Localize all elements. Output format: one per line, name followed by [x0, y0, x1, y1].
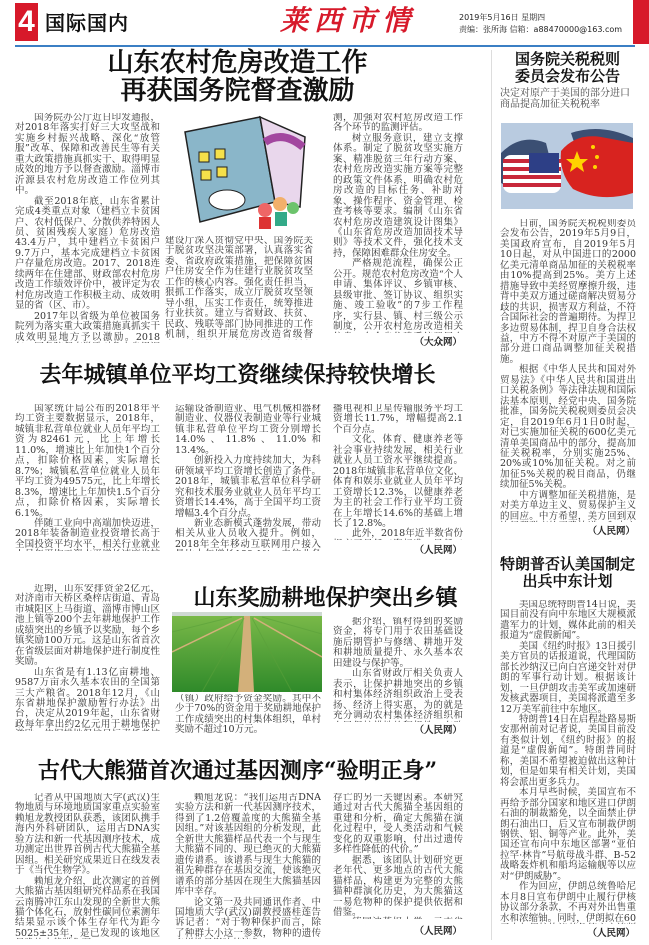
paragraph: 作为回应，伊朗总统鲁哈尼本月8日宣布伊朗中止履行伊核协议部分条款，不再对外出售重水和浓缩铀。同时，伊朗拟在60	[500, 881, 636, 924]
article-1-column-3	[333, 113, 463, 333]
us-china-fist-flags-photo	[501, 123, 633, 209]
article-1-source: （大众网）	[414, 337, 462, 348]
sidebar-2-body	[500, 600, 636, 924]
paragraph: 伴随工业向中高端加快迈进，2018年装备制造业投资增长高于全国投资平均水平，相关行业就业	[15, 517, 160, 550]
article-2-column-3	[333, 404, 463, 540]
paragraph: （镇）政府给予资金奖励。其中不少于70%的资金用于奖励耕地保护工作成绩突出的村集体组织，单村奖励不超过10万元。	[175, 694, 321, 736]
paragraph: 新业态新模式蓬勃发展，带动相关从业人员收入提升。例如，2018年全年移动互联网用户接入	[175, 517, 321, 550]
paragraph: 播电视和卫星传输服务平均工资增长11.7%，增幅提高2.1个百分点。	[333, 404, 463, 435]
paragraph	[333, 918, 463, 919]
article-2-column-2	[175, 404, 321, 551]
header-divider	[15, 45, 635, 47]
article-3-column-2	[175, 694, 321, 736]
paragraph: 此外，2018年近半数省份	[352, 528, 463, 540]
sidebar-2-headline	[500, 556, 635, 590]
paragraph: 论文第一及共同通讯作者、中国地质大学(武汉)副教授盛桂莲告诉记者：“对于物种保护而言，除了种群大小这一参数，物种的遗传	[175, 896, 321, 939]
paragraph: 中方调整加征关税措施，是对美方单边主义、贸易保护主义的回应。中方希望，美方回到双	[500, 489, 636, 522]
newspaper-logo: 莱西市情	[280, 4, 417, 37]
paragraph: 建设厅深入贯彻党中央、国务院关于脱贫攻坚决策部署，认真落实省委、省政府政策措施，把保障贫困户住房安全作为住建行业脱贫攻坚工作的核心内容。强化责任担当，狠抓工作落实，成立厅脱贫攻坚领导小组，压实工作责任，统筹推进行业扶贫。建立与省财政、扶贫、民政、残联等部门协同推进的工作机制，组织开展危房改造省级督	[165, 236, 313, 340]
headline-line: 委员会发布公告	[514, 67, 620, 85]
article-4-column-1	[15, 793, 160, 939]
editor-contact: 责编：张所海 信箱：a88470000@163.com	[459, 25, 623, 34]
headline-line: 出兵中东计划	[522, 572, 613, 590]
paragraph: 山东省财政厅相关负责人表示，让保护耕地突出的乡镇和村集体经济组织政治上受表扬、经济上得实惠，为的就是充分调动农村集体经济组织和	[333, 668, 463, 722]
article-3-column-1	[15, 584, 160, 731]
paragraph: 赖旭龙介绍，此次测定的首例大熊猫古基因组研究样品系在我国云南腾冲江东山发现的全新世大熊猫个体化石，放射性碳同位素测年结果显示该个体生存年代为距今5025±35年，是已发现的该地区	[15, 875, 160, 939]
article-1-column-2	[165, 236, 313, 340]
paragraph: 赖旭龙说：“我们运用古DNA实验方法和新一代基因测序技术，得到了1.2倍覆盖度的大熊猫全基因组。”对该基因组的分析发现，此全新世大熊猫样品代表一个与现生大熊猫不同的、现已绝灭的大熊猫遗传谱系。该谱系与现生大熊猫的祖先种群存在基因交流，使该绝灭谱系的部分基因在现生大熊猫基因库中幸存。	[175, 793, 321, 898]
paragraph: 2017年以省级为单位被国务院列为落实重大政策措施真抓实干成效明显地方予以激励。2018	[15, 310, 160, 343]
article-4-headline: 古代大熊猫首次通过基因测序“验明正身”	[37, 758, 438, 784]
paragraph: 美国《纽约时报》13日援引美方官员的话报道说，代理国防部长沙纳汉已向白宫递交针对伊朗的军事行动计划。根据该计划，一旦伊朗攻击美军或加速研发核武器项目，美国将派遣至多12万美军前往中东地区。	[500, 640, 636, 715]
section-title: 国际国内	[45, 11, 129, 35]
paragraph: 树立服务意识，建立支撑体系。制定了脱贫攻坚实施方案、精准脱贫三年行动方案、农村危房改造实施方案等完整的政策文件体系，明确农村危房改造的目标任务、补助对象、操作程序、资金管理、检查考核等要求。编制《山东省农村危房改造建筑设计图集》《山东省危房改造加固技术导则》等技术文件，强化技术支持，保障困难群众住房安全。	[333, 132, 463, 259]
article-2-column-1	[15, 404, 160, 551]
paragraph: 日前，国务院关税税则委员会发布公告，2019年5月9日，美国政府宣布，自2019年5月10日起，对从中国进口的2000亿美元清单商品加征的关税税率由10%提高到25%。美方上述措施导致中美经贸摩擦升级，违背中美双方通过磋商解决贸易分歧的共识，损害双方利益，不符合国际社会的普遍期待。为捍卫多边贸易体制，捍卫自身合法权益，中方不得不对原产于美国的部分进口商品调整加征关税措施。	[500, 219, 636, 365]
article-2-headline: 去年城镇单位平均工资继续保持较快增长	[39, 362, 436, 388]
article-4-column-3	[333, 793, 463, 919]
column-divider	[491, 50, 492, 940]
paragraph: 严格规范流程，确保公正公开。规范农村危房改造“个人申请、集体评议、乡镇审核、县级审批、签订协议、组织实施、竣工验收”的7步工作程序，实行县、镇、村三级公示制度，公开农村危房改造相关	[333, 258, 463, 333]
page-number: 4	[15, 3, 38, 41]
paragraph: 美国总统特朗普14日说，美国目前没有向中东地区大规模派遣军力的计划，媒体此前的相关报道为“虚假新闻”。	[500, 600, 636, 642]
green-farmland-photo	[172, 612, 322, 692]
article-3-headline: 山东奖励耕地保护突出乡镇	[193, 585, 458, 611]
sidebar-1-subtitle: 决定对原产于美国的部分进口商品提高加征关税税率	[500, 88, 630, 110]
article-3-source: （人民网）	[414, 725, 462, 736]
paragraph: 运输设备制造业、电气机械和器材制造业、仪器仪表制造业等行业城镇非私营单位平均工资分别增长14.0%、11.8%、11.0%和13.4%。	[175, 404, 321, 456]
paragraph: 据悉，该团队计划研究更老年代、更多地点的古代大熊猫样品，构建更为完整的大熊猫种群演化历史，为大熊猫这一易危物种的保护提供依据和借鉴。	[333, 854, 463, 918]
article-1-column-1	[15, 113, 160, 343]
headline-line: 国务院关税税则	[514, 50, 620, 68]
paragraph: 据介绍，镇村得到的奖励资金，将专门用于农田基础设施后期管护与修缮、耕地开发和耕地质量提升、永久基本农田建设与保护等。	[333, 617, 463, 669]
paragraph: 根据《中华人民共和国对外贸易法》《中华人民共和国进出口关税条例》等法律法规和国际法基本原则，经党中央、国务院批准，国务院关税税则委员会决定，自2019年6月1日0时起，对已实施加征关税的600亿美元清单美国商品中的部分，提高加征关税税率，分别实施25%、20%或10%加征关税。对之前加征5%关税的税目商品，仍继续加征5%关税。	[500, 364, 636, 491]
paragraph: 文化、体育、健康养老等社会事业持续发展，相关行业就业人员工资水平继续提高。2018年城镇非私营单位文化、体育和娱乐业就业人员年平均工资增长12.3%，以健康养老为主的社会工作行业平均工资在上年增长14.6%的基础上增长了12.8%。	[333, 434, 463, 529]
paragraph: 记者从中国地质大学(武汉)生物地质与环境地质国家重点实验室赖旭龙教授团队获悉，该团队携手海内外科研团队，运用古DNA实验方法和新一代基因测序技术，成功测定出世界首例古代大熊猫全基因组。相关研究成果近日在线发表于《当代生物学》。	[15, 793, 160, 877]
article-4-column-2	[175, 793, 321, 939]
article-4-source: （人民网）	[414, 926, 462, 937]
cartoon-house-illustration	[165, 112, 310, 234]
sidebar-1-body	[500, 219, 636, 522]
paragraph: 特朗普14日在启程赴路易斯安那州前对记者说，美国目前没有类似计划，《纽约时报》的报道是“虚假新闻”。特朗普同时称，美国不希望被迫做出这种计划，但是如果有相关计划，美国将会派出更多兵力。	[500, 713, 636, 788]
sidebar-1-headline	[500, 51, 635, 85]
sidebar-2-source: （人民网）	[587, 928, 635, 939]
article-2-source: （人民网）	[414, 545, 462, 556]
sidebar-1-source: （人民网）	[587, 526, 635, 537]
article-3-column-3	[333, 617, 463, 722]
headline-line: 山东农村危房改造工作	[107, 48, 368, 78]
header-meta	[459, 12, 622, 36]
paragraph: 本月早些时候，美国宣布不再给予部分国家和地区进口伊朗石油的制裁豁免，以全面禁止伊朗石油出口，后又宣布制裁伊朗钢铁、铝、铜等产业。此外，美国还宣布向中东地区部署“亚伯拉罕·林肯”号航母战斗群、B-52战略轰炸机和船坞运输舰等以应对“伊朗威胁”。	[500, 787, 636, 882]
paragraph: 国家统计局公布的2018年平均工资主要数据显示，2018年，城镇非私营单位就业人员年平均工资为82461元，比上年增长11.0%，增速比上年加快1个百分点，扣除价格因素，实际增长8.7%；城镇私营单位就业人员年平均工资为49575元，比上年增长8.3%，增速比上年加快1.5个百分点，扣除价格因素，实际增长6.1%。	[15, 404, 160, 519]
paragraph: 山东省是有1.13亿亩耕地、9587万亩永久基本农田的全国第三大产粮省。2018年12月，《山东省耕地保护激励暂行办法》出台，决定从2019年起，山东省财政每年拿出约2亿元用于耕地保护	[15, 666, 160, 730]
paragraph: 国务院办公厅近日印发通报，对2018年落实打好三大攻坚战和实施乡村振兴战略、深化“放管服”改革、保障和改善民生等有关重大政策措施真抓实干、取得明显成效的地方予以督查激励。淄博市沂源县农村危房改造工作位列其中。	[15, 113, 160, 197]
article-1-headline	[15, 49, 460, 105]
paragraph: 测，加强对农村危房改造工作各个环节的监测评估。	[333, 113, 463, 134]
headline-line: 再获国务院督查激励	[120, 76, 355, 106]
us-flag-fist	[503, 153, 561, 193]
paragraph: 存亡的另一关键因素。本研究通过对古代大熊猫全基因组的重建和分析，确定大熊猫在演化过程中，受人类活动和气候变化的双重影响，付出过遗传多样性降低的代价。”	[333, 793, 463, 856]
issue-date: 2019年5月16日 星期四	[459, 13, 546, 22]
paragraph: 近期，山东安排资金2亿元，对济南市天桥区桑梓店街道、青岛市城阳区上马街道、淄博市博山区池上镇等200个去年耕地保护工作成绩突出的乡镇予以奖励，每个乡镇奖励100万元。这是山东省首次在省级层面对耕地保护进行制度性奖励。	[15, 584, 160, 668]
paragraph: 创新投入力度持续加大，为科研领域平均工资增长创造了条件。2018年，城镇非私营单位科学研究和技术服务业就业人员年平均工资增长14.4%，高于全国平均工资增幅3.4个百分点。	[175, 455, 321, 519]
headline-line: 特朗普否认美国制定	[500, 555, 636, 573]
header-accent-bar	[633, 0, 649, 44]
paragraph: 截至2018年底，山东省累计完成4类重点对象（建档立卡贫困户、农村低保户、分散供养特困人员、贫困残疾人家庭）危房改造43.4万户，其中建档立卡贫困户9.7万户，基本完成建档立卡贫困户存量危房改造。2017、2018连续两年在住建部、财政部农村危房改造工作绩效评价中，被评定为农村危房改造工作积极主动、成效明显的省（区、市）。	[15, 195, 160, 312]
